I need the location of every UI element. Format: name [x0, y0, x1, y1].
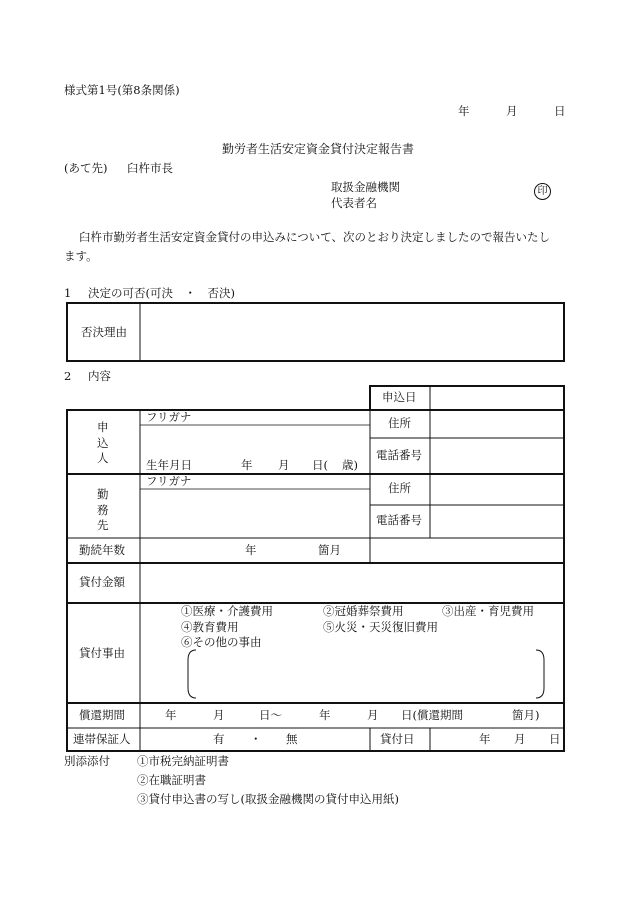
- guarantor-label: 連帯保証人: [73, 732, 131, 746]
- applicant-name-field[interactable]: [141, 426, 369, 456]
- repayment-to-year: 年: [319, 708, 331, 722]
- rejection-reason-field[interactable]: [141, 304, 563, 360]
- birth-date-label: 生年月日: [146, 458, 192, 472]
- workplace-phone-field[interactable]: [431, 506, 563, 537]
- application-date-field[interactable]: [431, 387, 563, 409]
- workplace-label: 勤 務 先: [97, 487, 109, 533]
- attachments-label: 別添添付: [64, 754, 110, 768]
- workplace-address-field[interactable]: [431, 475, 563, 504]
- addressee-label: (あて先): [64, 161, 108, 175]
- loan-reason-label: 貸付事由: [79, 646, 125, 660]
- repayment-months: 箇月): [512, 708, 540, 722]
- bank-institution-label: 取扱金融機関: [331, 180, 400, 194]
- attachment-item: ②在職証明書: [137, 773, 206, 787]
- birth-month-label: 月: [278, 458, 290, 472]
- attachment-item: ③貸付申込書の写し(取扱金融機関の貸付申込用紙): [137, 792, 399, 806]
- applicant-address-label: 住所: [388, 416, 411, 430]
- reason-option-other[interactable]: ⑥その他の事由: [181, 635, 262, 649]
- document-title: 勤労者生活安定資金貸付決定報告書: [222, 142, 415, 156]
- applicant-furigana-label: フリガナ: [146, 410, 192, 424]
- repayment-from-month: 月: [213, 708, 225, 722]
- applicant-phone-field[interactable]: [431, 439, 563, 473]
- loan-date-year: 年: [479, 732, 491, 746]
- birth-day-label: 日(: [312, 458, 328, 472]
- guarantor-yes-option[interactable]: 有: [213, 732, 225, 746]
- repayment-to-month: 月: [367, 708, 379, 722]
- guarantor-separator: ・: [250, 732, 262, 746]
- intro-line-2: ます。: [64, 249, 98, 263]
- section-1-heading: 決定の可否(可決 ・ 否決): [88, 286, 235, 300]
- birth-year-label: 年: [241, 458, 253, 472]
- date-day-label: 日: [554, 104, 566, 118]
- age-label: 歳): [342, 458, 358, 472]
- reason-option-disaster[interactable]: ⑤火災・天災復旧費用: [323, 620, 438, 634]
- repayment-from-year: 年: [165, 708, 177, 722]
- repayment-from-day: 日〜: [259, 708, 282, 722]
- loan-amount-label: 貸付金額: [79, 575, 125, 589]
- applicant-label: 申 込 人: [97, 420, 109, 466]
- workplace-phone-label: 電話番号: [376, 513, 422, 527]
- form-number: 様式第1号(第8条関係): [64, 83, 180, 97]
- date-month-label: 月: [506, 104, 518, 118]
- tenure-label: 勤続年数: [79, 543, 125, 557]
- workplace-furigana-label: フリガナ: [146, 474, 192, 488]
- workplace-address-label: 住所: [388, 481, 411, 495]
- loan-date-month: 月: [514, 732, 526, 746]
- loan-date-day: 日: [549, 732, 561, 746]
- intro-line-1: 臼杵市勤労者生活安定資金貸付の申込みについて、次のとおり決定しましたので報告いたし: [79, 230, 551, 244]
- reason-option-childbirth[interactable]: ③出産・育児費用: [442, 604, 534, 618]
- addressee-name: 臼杵市長: [127, 161, 173, 175]
- section-2-heading: 内容: [88, 369, 111, 383]
- tenure-month-label: 箇月: [318, 543, 341, 557]
- loan-amount-field[interactable]: [141, 564, 563, 602]
- attachment-item: ①市税完納証明書: [137, 754, 229, 768]
- reason-option-medical[interactable]: ①医療・介護費用: [181, 604, 273, 618]
- applicant-phone-label: 電話番号: [376, 448, 422, 462]
- other-reason-field[interactable]: [198, 652, 534, 696]
- reason-option-education[interactable]: ④教育費用: [181, 620, 239, 634]
- applicant-address-field[interactable]: [431, 411, 563, 437]
- workplace-name-field[interactable]: [141, 490, 369, 537]
- tenure-year-label: 年: [245, 543, 257, 557]
- rejection-reason-label: 否決理由: [81, 325, 127, 339]
- guarantor-no-option[interactable]: 無: [286, 732, 298, 746]
- bank-representative-label: 代表者名: [331, 196, 377, 210]
- date-year-label: 年: [458, 104, 470, 118]
- reason-option-ceremony[interactable]: ②冠婚葬祭費用: [323, 604, 404, 618]
- section-2-number: 2: [64, 369, 72, 383]
- application-date-label: 申込日: [382, 390, 417, 404]
- repayment-period-label: 償還期間: [79, 708, 125, 722]
- repayment-to-day: 日(償還期間: [401, 708, 463, 722]
- section-1-number: 1: [64, 286, 72, 300]
- seal-mark: 印: [534, 183, 551, 200]
- loan-date-label: 貸付日: [380, 732, 415, 746]
